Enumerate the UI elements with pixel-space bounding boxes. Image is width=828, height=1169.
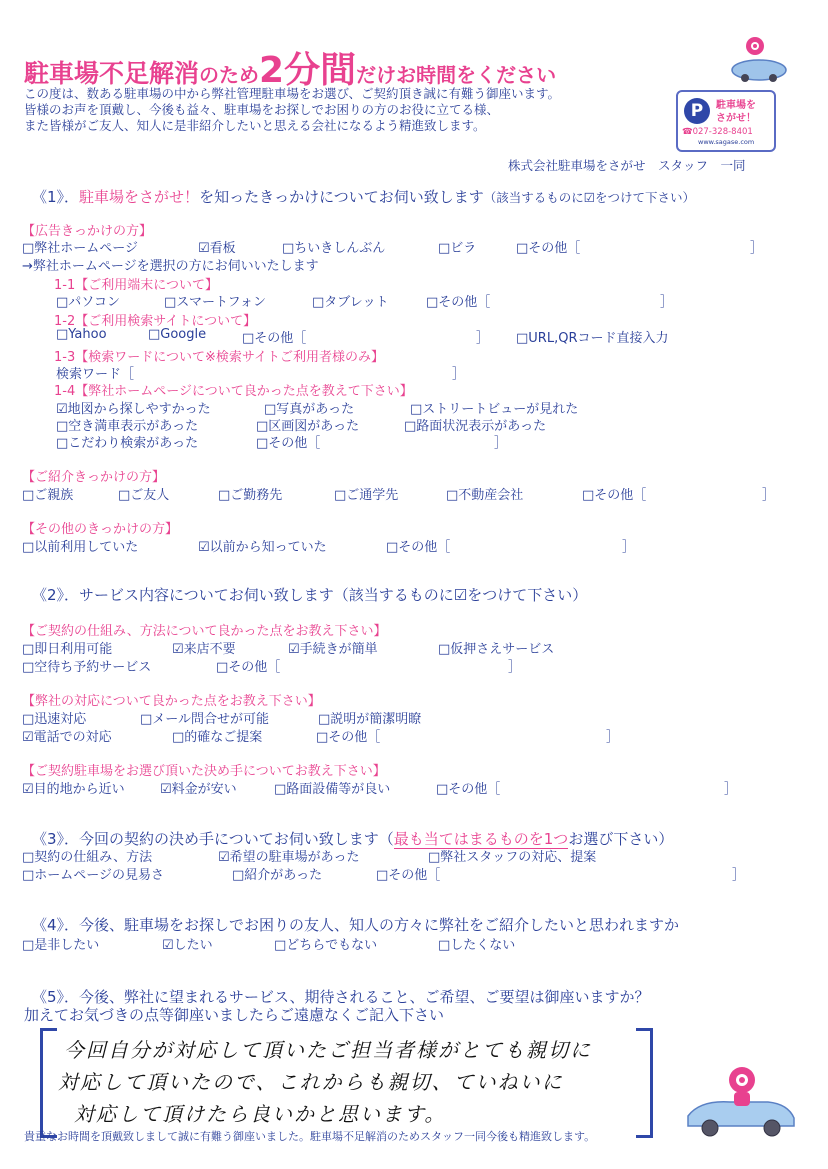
s14-vacancy[interactable]: □空き満車表示があった bbox=[56, 419, 199, 434]
logo-line1: 駐車場を bbox=[716, 100, 756, 111]
decision-other[interactable]: □その他［ bbox=[436, 782, 501, 797]
ad-opt-signboard[interactable]: ☑看板 bbox=[198, 241, 236, 256]
response-phone[interactable]: ☑電話での対応 bbox=[22, 730, 112, 745]
intro-other-close: ］ bbox=[762, 488, 776, 503]
other-prev-used[interactable]: □以前利用していた bbox=[22, 540, 139, 555]
logo-line2: さがせ！ bbox=[716, 113, 756, 124]
s14-map[interactable]: ☑地図から探しやすかった bbox=[56, 402, 211, 417]
other-header: 【その他のきっかけの方】 bbox=[22, 522, 179, 537]
s12-google[interactable]: □Google bbox=[148, 327, 207, 342]
q3-hp-readable[interactable]: □ホームページの見易さ bbox=[22, 868, 165, 883]
s14-other-close: ］ bbox=[494, 436, 508, 451]
s14-search[interactable]: □こだわり検索があった bbox=[56, 436, 199, 451]
q4-neutral[interactable]: □どちらでもない bbox=[274, 938, 378, 953]
ad-opt-flyer[interactable]: □ビラ bbox=[438, 241, 477, 256]
s12-header: 1-2【ご利用検索サイトについて】 bbox=[54, 314, 257, 329]
title-part4: だけ bbox=[356, 63, 397, 87]
intro-work[interactable]: □ご勤務先 bbox=[218, 488, 283, 503]
contract-sameday[interactable]: □即日利用可能 bbox=[22, 642, 113, 657]
ad-header: 【広告きっかけの方】 bbox=[22, 224, 153, 239]
contract-other-close: ］ bbox=[508, 660, 522, 675]
title-part5: お時間をください bbox=[396, 63, 557, 87]
response-other[interactable]: □その他［ bbox=[316, 730, 381, 745]
s14-lot-map[interactable]: □区画図があった bbox=[256, 419, 360, 434]
q3-desired-lot[interactable]: ☑希望の駐車場があった bbox=[218, 850, 360, 865]
q3-label: 《3》． bbox=[32, 830, 80, 848]
contract-hold[interactable]: □仮押さえサービス bbox=[438, 642, 555, 657]
s13-header: 1-3【検索ワードについて※検索サイトご利用者様のみ】 bbox=[54, 350, 384, 365]
q2-note: （該当するものに☑をつけて下さい） bbox=[333, 586, 588, 604]
s13-search-word[interactable]: 検索ワード［ bbox=[56, 367, 135, 382]
q3-note-close: お選び下さい） bbox=[568, 830, 674, 848]
other-other[interactable]: □その他［ bbox=[386, 540, 451, 555]
intro-line-1: この度は、数ある駐車場の中から弊社管理駐車場をお選び、ご契約頂き誠に有難う御座います。 bbox=[24, 86, 561, 101]
intro-relative[interactable]: □ご親族 bbox=[22, 488, 74, 503]
footer-text: 貴重なお時間を頂戴致しまして誠に有難う御座いました。駐車場不足解消のためスタッフ一同今後も精進致します。 bbox=[24, 1130, 596, 1143]
intro-realestate[interactable]: □不動産会社 bbox=[446, 488, 524, 503]
ad-opt-other-close: ］ bbox=[750, 241, 764, 256]
title-part2: のため bbox=[199, 63, 260, 87]
s12-url-qr[interactable]: □URL,QRコード直接入力 bbox=[516, 331, 669, 346]
q3-other[interactable]: □その他［ bbox=[376, 868, 441, 883]
q3-contract[interactable]: □契約の仕組み、方法 bbox=[22, 850, 153, 865]
s12-other-close: ］ bbox=[476, 331, 490, 346]
contract-easy[interactable]: ☑手続きが簡単 bbox=[288, 642, 378, 657]
contract-other[interactable]: □その他［ bbox=[216, 660, 281, 675]
q2-label: 《2》． bbox=[32, 586, 80, 604]
mascot-car-icon bbox=[725, 30, 787, 82]
intro-other[interactable]: □その他［ bbox=[582, 488, 647, 503]
response-email[interactable]: □メール問合せが可能 bbox=[140, 712, 270, 727]
q3-other-close: ］ bbox=[732, 868, 746, 883]
q4-no[interactable]: □したくない bbox=[438, 938, 516, 953]
logo-phone: ☎027-328-8401 bbox=[682, 127, 753, 137]
contract-no-visit[interactable]: ☑来店不要 bbox=[172, 642, 236, 657]
answer-bracket-left bbox=[40, 1028, 57, 1138]
s11-tablet[interactable]: □タブレット bbox=[312, 295, 389, 310]
q1-text: を知ったきっかけについてお伺い致します bbox=[199, 188, 484, 206]
s14-header: 1-4【弊社ホームページについて良かった点を教えて下さい】 bbox=[54, 384, 413, 399]
q4-definitely[interactable]: □是非したい bbox=[22, 938, 100, 953]
other-other-close: ］ bbox=[622, 540, 636, 555]
ad-opt-newspaper[interactable]: □ちいきしんぶん bbox=[282, 241, 386, 256]
decision-near[interactable]: ☑目的地から近い bbox=[22, 782, 125, 797]
q5-text: 今後、弊社に望まれるサービス、期待されること、ご希望、ご要望は御座いますか？ bbox=[79, 988, 650, 1006]
q4-text: 今後、駐車場をお探しでお困りの友人、知人の方々に弊社をご紹介したいと思われますか bbox=[79, 916, 680, 934]
q1-brand: 駐車場をさがせ！ bbox=[79, 188, 200, 206]
intro-line-3: また皆様がご友人、知人に是非紹介したいと思える会社になるよう精進致します。 bbox=[24, 118, 486, 133]
response-other-close: ］ bbox=[606, 730, 620, 745]
intro-line-2: 皆様のお声を頂戴し、今後も益々、駐車場をお探しでお困りの方のお役に立てる様、 bbox=[24, 102, 500, 117]
s14-photo[interactable]: □写真があった bbox=[264, 402, 355, 417]
q1-heading bbox=[32, 186, 695, 207]
car-icon bbox=[680, 1064, 800, 1144]
decision-surface[interactable]: □路面設備等が良い bbox=[274, 782, 391, 797]
decision-cheap[interactable]: ☑料金が安い bbox=[160, 782, 237, 797]
company-name: 株式会社駐車場をさがせ スタッフ 一同 bbox=[508, 158, 746, 173]
response-header: 【弊社の対応について良かった点をお教え下さい】 bbox=[22, 694, 321, 709]
ad-opt-other[interactable]: □その他［ bbox=[516, 241, 581, 256]
title-part1: 駐車場不足解消 bbox=[24, 59, 200, 88]
q3-staff[interactable]: □弊社スタッフの対応、提案 bbox=[428, 850, 597, 865]
q4-heading bbox=[32, 914, 679, 935]
intro-friend[interactable]: □ご友人 bbox=[118, 488, 170, 503]
contract-waitlist[interactable]: □空待ち予約サービス bbox=[22, 660, 152, 675]
decision-other-close: ］ bbox=[724, 782, 738, 797]
s11-header: 1-1【ご利用端末について】 bbox=[54, 278, 218, 293]
q1-label: 《1》． bbox=[32, 188, 80, 206]
response-quick[interactable]: □迅速対応 bbox=[22, 712, 87, 727]
response-clear[interactable]: □説明が簡潔明瞭 bbox=[318, 712, 422, 727]
s14-streetview[interactable]: □ストリートビューが見れた bbox=[410, 402, 579, 417]
s14-road[interactable]: □路面状況表示があった bbox=[404, 419, 547, 434]
s12-yahoo[interactable]: □Yahoo bbox=[56, 327, 107, 342]
answer-line-1[interactable]: 今回自分が対応して頂いたご担当者様がとても親切に bbox=[64, 1038, 592, 1062]
s11-other-close: ］ bbox=[660, 295, 674, 310]
hp-line: →弊社ホームページを選択の方にお伺いいたします bbox=[22, 259, 319, 274]
parking-logo-icon: P bbox=[684, 98, 710, 124]
response-proposal[interactable]: □的確なご提案 bbox=[172, 730, 263, 745]
q3-text: 今回の契約の決め手についてお伺い致します bbox=[79, 830, 379, 848]
s12-other[interactable]: □その他［ bbox=[242, 331, 307, 346]
q3-note-emphasis: 最も当てはまるものを1つ bbox=[393, 830, 569, 848]
q5-label: 《5》． bbox=[32, 988, 80, 1006]
q4-label: 《4》． bbox=[32, 916, 80, 934]
q4-yes[interactable]: ☑したい bbox=[162, 938, 213, 953]
title-part3: 2分間 bbox=[259, 50, 357, 91]
q3-note-open: （ bbox=[378, 830, 394, 848]
ad-opt-hp[interactable]: □弊社ホームページ bbox=[22, 241, 139, 256]
decision-header: 【ご契約駐車場をお選び頂いた決め手についてお教え下さい】 bbox=[22, 764, 386, 779]
parking-logo bbox=[676, 90, 776, 152]
answer-bracket-right bbox=[636, 1028, 653, 1138]
q2-text: サービス内容についてお伺い致します bbox=[79, 586, 334, 604]
other-knew[interactable]: ☑以前から知っていた bbox=[198, 540, 327, 555]
contract-header: 【ご契約の仕組み、方法について良かった点をお教え下さい】 bbox=[22, 624, 387, 639]
q2-heading bbox=[32, 584, 587, 605]
s11-other[interactable]: □その他［ bbox=[426, 295, 491, 310]
s11-smartphone[interactable]: □スマートフォン bbox=[164, 295, 266, 310]
s13-search-word-close: ］ bbox=[452, 367, 466, 382]
answer-line-2[interactable]: 対応して頂いたので、これからも親切、ていねいに bbox=[58, 1070, 564, 1094]
q3-referral[interactable]: □紹介があった bbox=[232, 868, 323, 883]
s14-other[interactable]: □その他［ bbox=[256, 436, 321, 451]
q5-text2: 加えてお気づきの点等御座いましたらご遠慮なくご記入下さい bbox=[24, 1006, 445, 1024]
logo-url: www.sagase.com bbox=[698, 138, 755, 146]
intro-school[interactable]: □ご通学先 bbox=[334, 488, 399, 503]
answer-line-3[interactable]: 対応して頂けたら良いかと思います。 bbox=[74, 1102, 447, 1126]
s11-pc[interactable]: □パソコン bbox=[56, 295, 121, 310]
intro-header: 【ご紹介きっかけの方】 bbox=[22, 470, 166, 485]
q1-note: （該当するものに☑をつけて下さい） bbox=[483, 190, 695, 205]
